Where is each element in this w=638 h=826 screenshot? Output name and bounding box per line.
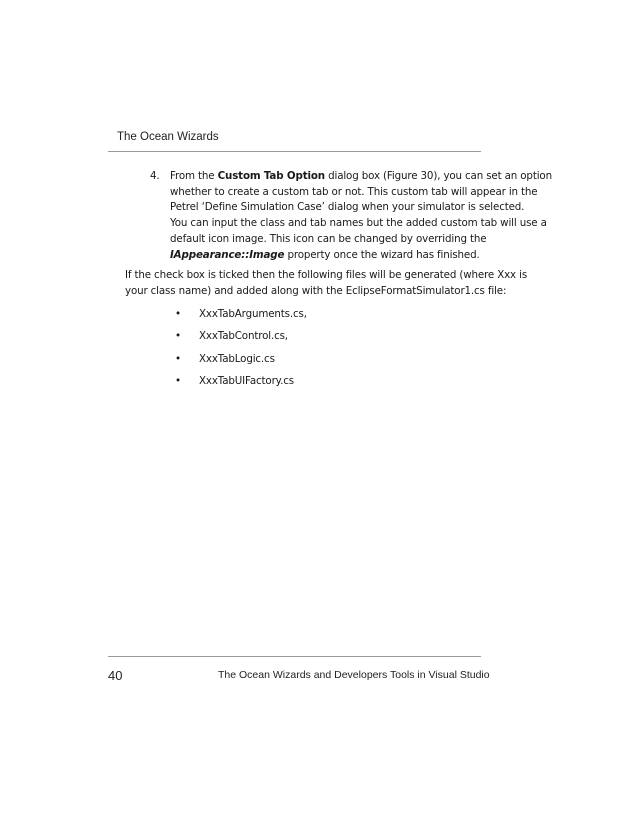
- running-header: The Ocean Wizards: [117, 131, 219, 143]
- bullet-icon: •: [175, 374, 181, 387]
- file-name: XxxTabControl.cs,: [199, 330, 288, 343]
- footer-rule: [108, 656, 481, 657]
- step-line-6: [170, 248, 490, 264]
- property-name: IAppearance::Image: [170, 248, 285, 261]
- header-rule: [108, 151, 481, 152]
- step-line-6-suffix: property once the wizard has finished.: [284, 248, 480, 261]
- step-line-2: whether to create a custom tab or not. This custom tab will appear in the: [170, 185, 538, 198]
- step-line-1: [170, 169, 552, 185]
- running-footer: The Ocean Wizards and Developers Tools in Visual Studio: [218, 669, 490, 681]
- step-line-1-prefix: From the: [170, 170, 218, 182]
- step-line-1-suffix: dialog box (Figure 30), you can set an option: [324, 170, 552, 182]
- bullet-icon: •: [175, 308, 181, 320]
- bullet-icon: •: [175, 330, 181, 343]
- step-line-5: default icon image. This icon can be changed by overriding the: [170, 232, 487, 245]
- file-name: XxxTabLogic.cs: [199, 352, 275, 365]
- page-number: 40: [108, 668, 123, 683]
- dialog-name: Custom Tab Option: [217, 170, 325, 182]
- step-text: [170, 169, 552, 263]
- step-line-4: You can input the class and tab names but the added custom tab will use a: [170, 217, 547, 230]
- file-name: XxxTabArguments.cs,: [199, 308, 307, 320]
- bullet-icon: •: [175, 352, 181, 365]
- file-name: XxxTabUIFactory.cs: [199, 374, 294, 387]
- body-paragraph: [125, 268, 528, 299]
- step-line-3: Petrel ‘Define Simulation Case’ dialog when your simulator is selected.: [170, 201, 525, 214]
- step-number: 4.: [150, 170, 160, 182]
- paragraph-line-1: If the check box is ticked then the following files will be generated (where Xxx is: [125, 269, 528, 281]
- paragraph-line-2: your class name) and added along with the EclipseFormatSimulator1.cs file:: [125, 284, 507, 297]
